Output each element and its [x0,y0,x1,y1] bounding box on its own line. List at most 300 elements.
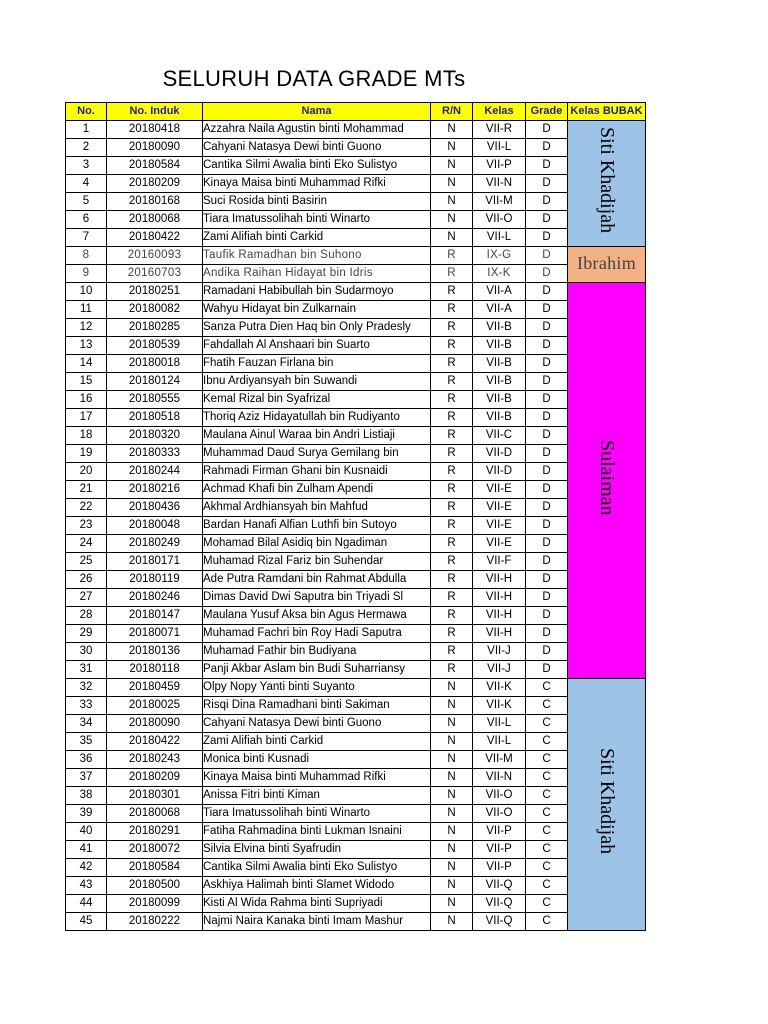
cell-no: 5 [66,193,107,211]
cell-nama: Askhiya Halimah binti Slamet Widodo [203,877,431,895]
cell-no: 44 [66,895,107,913]
cell-no: 43 [66,877,107,895]
cell-nama: Andika Raihan Hidayat bin Idris [203,265,431,283]
cell-no-induk: 20180243 [107,751,203,769]
cell-nama: Monica binti Kusnadi [203,751,431,769]
cell-nama: Anissa Fitri binti Kiman [203,787,431,805]
cell-grade: C [526,751,568,769]
table-row [66,607,646,625]
cell-rn: R [431,607,473,625]
cell-kelas: VII-H [473,571,526,589]
cell-grade: D [526,355,568,373]
cell-kelas: VII-Q [473,877,526,895]
cell-grade: C [526,769,568,787]
cell-rn: R [431,481,473,499]
page-title: SELURUH DATA GRADE MTs [162,66,466,91]
cell-nama: Maulana Ainul Waraa bin Andri Listiaji [203,427,431,445]
cell-no-induk: 20180436 [107,499,203,517]
cell-no-induk: 20180291 [107,823,203,841]
table-row [66,229,646,247]
cell-kelas: VII-N [473,769,526,787]
cell-kelas: VII-E [473,517,526,535]
cell-kelas: VII-C [473,427,526,445]
table-row [66,859,646,877]
cell-nama: Maulana Yusuf Aksa bin Agus Hermawa [203,607,431,625]
cell-kelas: VII-H [473,625,526,643]
cell-nama: Kinaya Maisa binti Muhammad Rifki [203,175,431,193]
cell-grade: D [526,319,568,337]
cell-grade: D [526,265,568,283]
cell-nama: Zami Alifiah binti Carkid [203,733,431,751]
cell-no: 8 [66,247,107,265]
cell-nama: Fhatih Fauzan Firlana bin [203,355,431,373]
bubak-group-cell [568,679,646,931]
cell-grade: C [526,805,568,823]
col-header-grade: Grade [526,103,568,121]
table-row [66,697,646,715]
cell-grade: D [526,445,568,463]
table-row [66,625,646,643]
cell-kelas: VII-P [473,157,526,175]
cell-no: 2 [66,139,107,157]
cell-rn: N [431,913,473,931]
cell-rn: R [431,445,473,463]
cell-no: 31 [66,661,107,679]
cell-no-induk: 20180018 [107,355,203,373]
cell-no-induk: 20180518 [107,409,203,427]
cell-no-induk: 20180068 [107,211,203,229]
cell-rn: N [431,229,473,247]
cell-no: 38 [66,787,107,805]
cell-kelas: IX-G [473,247,526,265]
bubak-group-label: Siti Khadijah [596,127,618,234]
cell-grade: D [526,643,568,661]
cell-no-induk: 20180244 [107,463,203,481]
cell-grade: D [526,409,568,427]
cell-grade: D [526,193,568,211]
cell-no: 1 [66,121,107,139]
cell-no: 33 [66,697,107,715]
table-row [66,769,646,787]
col-header-no-induk: No. Induk [107,103,203,121]
cell-no: 23 [66,517,107,535]
bubak-group-label: Sulaiman [596,439,618,516]
cell-grade: C [526,733,568,751]
cell-grade: D [526,607,568,625]
table-row [66,247,646,265]
cell-kelas: VII-D [473,445,526,463]
cell-kelas: VII-Q [473,913,526,931]
cell-rn: R [431,337,473,355]
cell-no: 37 [66,769,107,787]
cell-kelas: VII-B [473,373,526,391]
cell-nama: Olpy Nopy Yanti binti Suyanto [203,679,431,697]
cell-nama: Muhamad Rizal Fariz bin Suhendar [203,553,431,571]
bubak-group-cell [568,247,646,283]
cell-no: 12 [66,319,107,337]
table-row [66,463,646,481]
cell-no-induk: 20180072 [107,841,203,859]
cell-no-induk: 20180584 [107,859,203,877]
cell-no-induk: 20180249 [107,535,203,553]
cell-no-induk: 20180082 [107,301,203,319]
cell-rn: R [431,553,473,571]
cell-nama: Mohamad Bilal Asidiq bin Ngadiman [203,535,431,553]
cell-no: 35 [66,733,107,751]
table-row [66,409,646,427]
cell-rn: N [431,157,473,175]
cell-rn: R [431,355,473,373]
cell-kelas: VII-A [473,301,526,319]
table-row [66,643,646,661]
cell-rn: N [431,841,473,859]
cell-grade: D [526,391,568,409]
cell-no: 6 [66,211,107,229]
cell-no: 13 [66,337,107,355]
cell-grade: D [526,211,568,229]
cell-nama: Thoriq Aziz Hidayatullah bin Rudiyanto [203,409,431,427]
table-row [66,175,646,193]
cell-no: 18 [66,427,107,445]
table-row [66,157,646,175]
cell-no: 40 [66,823,107,841]
cell-grade: D [526,337,568,355]
cell-no: 29 [66,625,107,643]
cell-grade: D [526,157,568,175]
table-row [66,481,646,499]
cell-no: 14 [66,355,107,373]
cell-no: 4 [66,175,107,193]
table-row [66,283,646,301]
table-row [66,787,646,805]
cell-no-induk: 20180459 [107,679,203,697]
cell-kelas: VII-N [473,175,526,193]
cell-no-induk: 20180301 [107,787,203,805]
cell-nama: Kemal Rizal bin Syafrizal [203,391,431,409]
table-row [66,661,646,679]
cell-kelas: VII-J [473,643,526,661]
cell-no: 20 [66,463,107,481]
cell-no: 45 [66,913,107,931]
cell-no: 28 [66,607,107,625]
cell-nama: Risqi Dina Ramadhani binti Sakiman [203,697,431,715]
cell-kelas: VII-O [473,787,526,805]
cell-nama: Muhamad Fathir bin Budiyana [203,643,431,661]
cell-no-induk: 20180209 [107,769,203,787]
cell-no-induk: 20180222 [107,913,203,931]
cell-nama: Kisti Al Wida Rahma binti Supriyadi [203,895,431,913]
cell-no-induk: 20180136 [107,643,203,661]
cell-nama: Tiara Imatussolihah binti Winarto [203,211,431,229]
cell-nama: Taufik Ramadhan bin Suhono [203,247,431,265]
cell-no: 41 [66,841,107,859]
cell-no: 39 [66,805,107,823]
cell-no: 11 [66,301,107,319]
cell-kelas: VII-L [473,139,526,157]
table-row [66,751,646,769]
cell-rn: N [431,211,473,229]
cell-rn: R [431,319,473,337]
cell-kelas: VII-H [473,607,526,625]
cell-kelas: VII-R [473,121,526,139]
cell-rn: R [431,427,473,445]
cell-grade: D [526,589,568,607]
cell-rn: R [431,301,473,319]
cell-rn: R [431,589,473,607]
cell-nama: Sanza Putra Dien Haq bin Only Pradesly [203,319,431,337]
cell-kelas: VII-H [473,589,526,607]
cell-rn: R [431,499,473,517]
cell-nama: Suci Rosida binti Basirin [203,193,431,211]
cell-grade: D [526,481,568,499]
cell-kelas: VII-F [473,553,526,571]
table-row [66,517,646,535]
cell-grade: C [526,913,568,931]
cell-rn: R [431,571,473,589]
cell-no: 21 [66,481,107,499]
table-row [66,877,646,895]
cell-grade: D [526,301,568,319]
cell-no-induk: 20180285 [107,319,203,337]
cell-no: 22 [66,499,107,517]
cell-nama: Ade Putra Ramdani bin Rahmat Abdulla [203,571,431,589]
cell-kelas: VII-B [473,319,526,337]
cell-nama: Wahyu Hidayat bin Zulkarnain [203,301,431,319]
col-header-nama: Nama [203,103,431,121]
cell-nama: Azzahra Naila Agustin binti Mohammad [203,121,431,139]
cell-nama: Achmad Khafi bin Zulham Apendi [203,481,431,499]
table-row [66,121,646,139]
cell-rn: N [431,697,473,715]
cell-no-induk: 20180025 [107,697,203,715]
cell-nama: Tiara Imatussolihah binti Winarto [203,805,431,823]
cell-no-induk: 20180418 [107,121,203,139]
cell-no: 19 [66,445,107,463]
bubak-group-label: Siti Khadijah [596,748,618,855]
cell-no-induk: 20180048 [107,517,203,535]
cell-grade: D [526,373,568,391]
cell-rn: N [431,805,473,823]
cell-rn: N [431,175,473,193]
cell-nama: Cantika Silmi Awalia binti Eko Sulistyo [203,859,431,877]
cell-kelas: VII-P [473,859,526,877]
cell-no: 10 [66,283,107,301]
cell-kelas: VII-L [473,733,526,751]
cell-rn: R [431,643,473,661]
cell-no-induk: 20180119 [107,571,203,589]
table-row [66,211,646,229]
cell-grade: D [526,553,568,571]
cell-no-induk: 20160093 [107,247,203,265]
cell-nama: Cantika Silmi Awalia binti Eko Sulistyo [203,157,431,175]
grade-table [65,102,646,931]
cell-kelas: VII-B [473,337,526,355]
cell-rn: N [431,859,473,877]
cell-no-induk: 20180422 [107,733,203,751]
cell-no-induk: 20180068 [107,805,203,823]
cell-grade: C [526,715,568,733]
table-row [66,553,646,571]
cell-no: 42 [66,859,107,877]
cell-no: 9 [66,265,107,283]
cell-grade: D [526,625,568,643]
bubak-group-label: Ibrahim [576,252,637,273]
table-row [66,355,646,373]
cell-nama: Silvia Elvina binti Syafrudin [203,841,431,859]
cell-kelas: IX-K [473,265,526,283]
cell-grade: D [526,427,568,445]
table-row [66,571,646,589]
table-row [66,337,646,355]
cell-no: 24 [66,535,107,553]
cell-kelas: VII-D [473,463,526,481]
cell-nama: Dimas David Dwi Saputra bin Triyadi Sl [203,589,431,607]
cell-grade: D [526,535,568,553]
table-row [66,427,646,445]
cell-no: 7 [66,229,107,247]
table-row [66,265,646,283]
cell-no: 16 [66,391,107,409]
cell-nama: Kinaya Maisa binti Muhammad Rifki [203,769,431,787]
cell-nama: Cahyani Natasya Dewi binti Guono [203,715,431,733]
cell-no: 30 [66,643,107,661]
cell-rn: N [431,715,473,733]
cell-kelas: VII-K [473,697,526,715]
cell-no-induk: 20160703 [107,265,203,283]
cell-no-induk: 20180171 [107,553,203,571]
cell-no-induk: 20180320 [107,427,203,445]
cell-rn: R [431,265,473,283]
col-header-no: No. [66,103,107,121]
cell-grade: C [526,787,568,805]
table-row [66,535,646,553]
cell-no: 25 [66,553,107,571]
cell-kelas: VII-E [473,535,526,553]
table-body [66,121,646,931]
cell-no-induk: 20180539 [107,337,203,355]
cell-no-induk: 20180090 [107,139,203,157]
cell-rn: R [431,661,473,679]
cell-no-induk: 20180118 [107,661,203,679]
table-row [66,301,646,319]
cell-kelas: VII-B [473,409,526,427]
cell-no: 36 [66,751,107,769]
table-row [66,391,646,409]
cell-no-induk: 20180422 [107,229,203,247]
cell-no: 32 [66,679,107,697]
cell-kelas: VII-M [473,193,526,211]
cell-no-induk: 20180168 [107,193,203,211]
cell-nama: Rahmadi Firman Ghani bin Kusnaidi [203,463,431,481]
cell-no: 26 [66,571,107,589]
cell-grade: D [526,229,568,247]
cell-nama: Cahyani Natasya Dewi binti Guono [203,139,431,157]
cell-rn: N [431,787,473,805]
cell-rn: N [431,823,473,841]
table-row [66,373,646,391]
cell-nama: Najmi Naira Kanaka binti Imam Mashur [203,913,431,931]
cell-grade: D [526,661,568,679]
table-row [66,895,646,913]
col-header-kelas-bubak: Kelas BUBAK [568,103,646,121]
cell-rn: N [431,877,473,895]
cell-grade: C [526,679,568,697]
cell-kelas: VII-A [473,283,526,301]
cell-no-induk: 20180555 [107,391,203,409]
cell-rn: N [431,679,473,697]
cell-rn: N [431,121,473,139]
table-row [66,805,646,823]
cell-no-induk: 20180124 [107,373,203,391]
table-row [66,913,646,931]
table-row [66,499,646,517]
cell-no-induk: 20180071 [107,625,203,643]
cell-rn: R [431,517,473,535]
cell-kelas: VII-O [473,805,526,823]
cell-grade: C [526,697,568,715]
cell-no-induk: 20180209 [107,175,203,193]
cell-kelas: VII-E [473,481,526,499]
cell-kelas: VII-L [473,229,526,247]
table-row [66,139,646,157]
col-header-kelas: Kelas [473,103,526,121]
cell-grade: D [526,571,568,589]
cell-kelas: VII-B [473,355,526,373]
cell-nama: Muhamad Fachri bin Roy Hadi Saputra [203,625,431,643]
bubak-group-cell [568,283,646,679]
cell-rn: N [431,895,473,913]
cell-rn: R [431,247,473,265]
cell-kelas: VII-B [473,391,526,409]
table-row [66,679,646,697]
cell-no-induk: 20180333 [107,445,203,463]
cell-kelas: VII-M [473,751,526,769]
cell-rn: R [431,409,473,427]
cell-nama: Zami Alifiah binti Carkid [203,229,431,247]
cell-kelas: VII-J [473,661,526,679]
cell-grade: C [526,823,568,841]
cell-nama: Akhmal Ardhiansyah bin Mahfud [203,499,431,517]
cell-grade: C [526,895,568,913]
cell-grade: D [526,175,568,193]
cell-grade: D [526,499,568,517]
table-row [66,841,646,859]
cell-no: 3 [66,157,107,175]
cell-no-induk: 20180246 [107,589,203,607]
cell-rn: R [431,463,473,481]
cell-grade: C [526,859,568,877]
table-row [66,589,646,607]
cell-rn: N [431,733,473,751]
cell-grade: C [526,877,568,895]
cell-kelas: VII-L [473,715,526,733]
cell-rn: R [431,391,473,409]
table-row [66,193,646,211]
table-row [66,715,646,733]
cell-kelas: VII-P [473,841,526,859]
cell-nama: Fatiha Rahmadina binti Lukman Isnaini [203,823,431,841]
cell-rn: R [431,373,473,391]
cell-grade: D [526,517,568,535]
cell-nama: Ramadani Habibullah bin Sudarmoyo [203,283,431,301]
bubak-group-cell [568,121,646,247]
cell-no: 34 [66,715,107,733]
cell-no: 27 [66,589,107,607]
cell-nama: Fahdallah Al Anshaari bin Suarto [203,337,431,355]
cell-rn: R [431,625,473,643]
cell-no-induk: 20180147 [107,607,203,625]
cell-no: 17 [66,409,107,427]
